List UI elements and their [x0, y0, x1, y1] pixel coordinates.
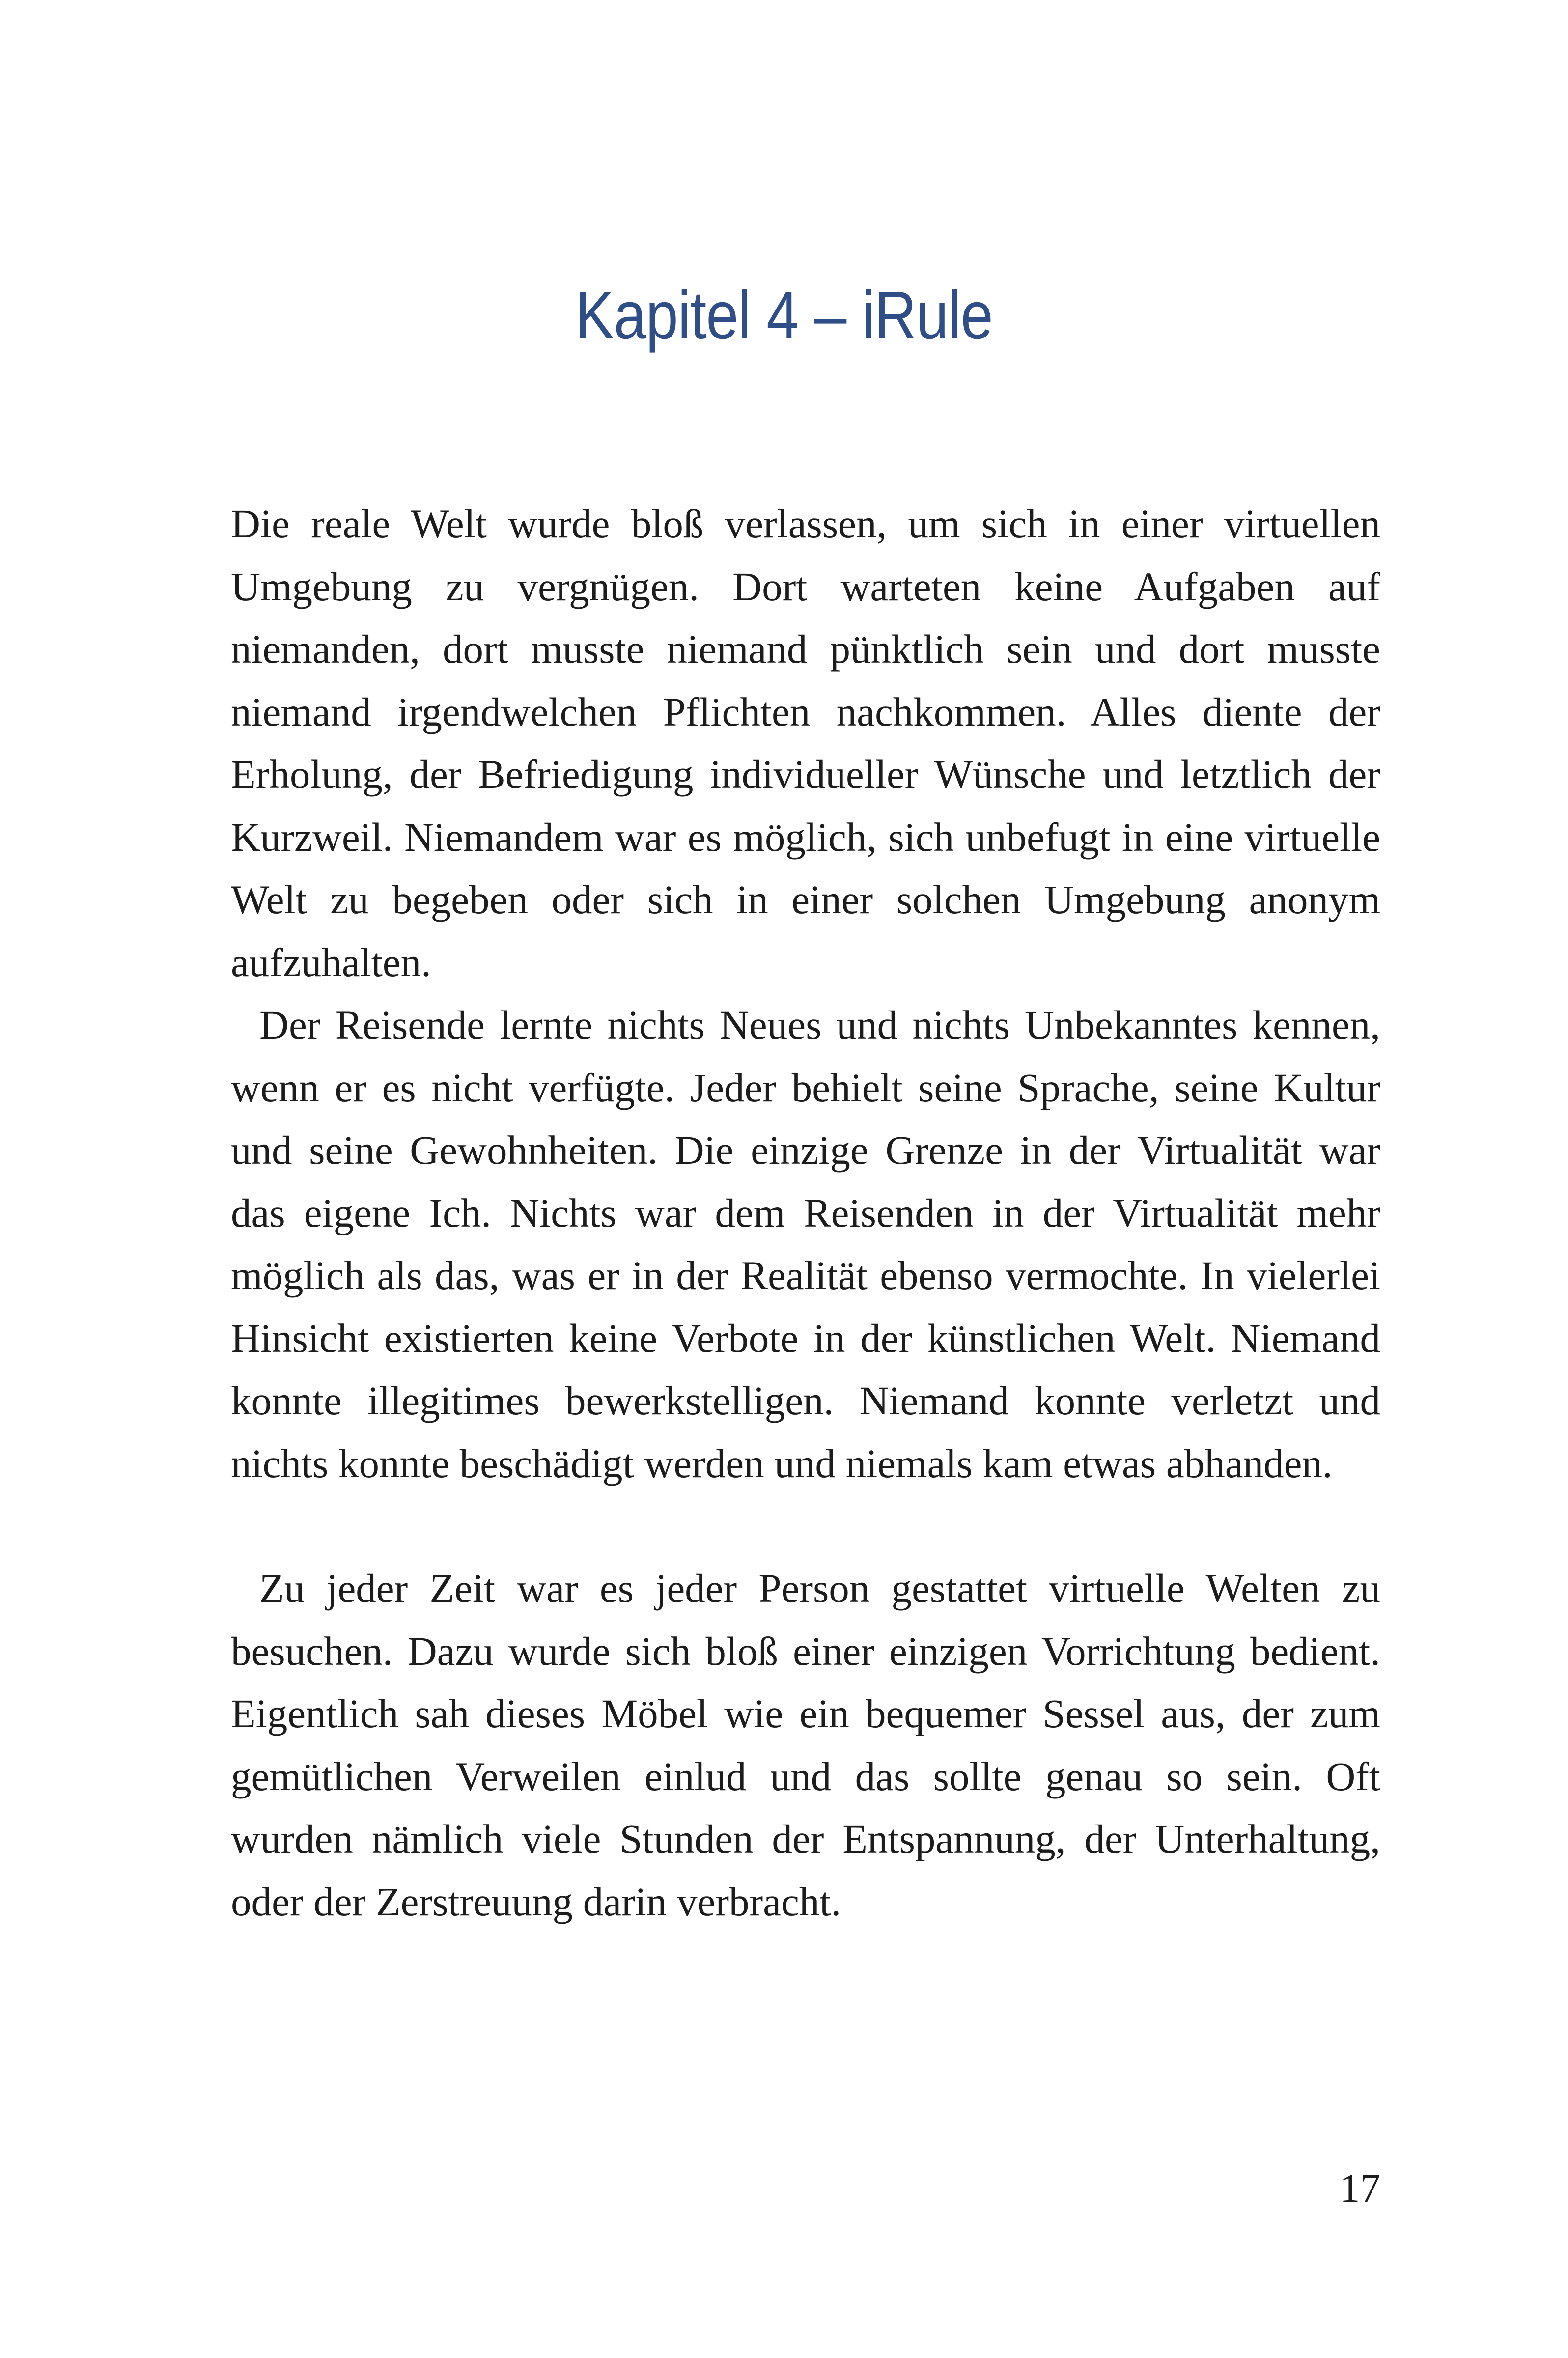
chapter-title: Kapitel 4 – iRule — [575, 278, 993, 353]
paragraph-2: Der Reisende lernte nichts Neues und nichts Unbekanntes kennen, wenn er es nicht verfügte. Jeder behielt seine Sprache, seine Kultur und seine Gewohnheiten. Die einzige Grenze in der Virtualität war das eigene Ich. Nichts war dem Reisenden in der Virtualität mehr möglich als das, was er in der Realität ebenso vermochte. In vielerlei Hinsicht existierten keine Verbote in der künstlichen Welt. Niemand konnte illegitimes bewerkstelligen. Niemand konnte verletzt und nichts konnte beschädigt werden und niemals kam etwas abhanden. — [231, 1002, 1380, 1486]
body-text — [231, 493, 1380, 1933]
paragraph-1: Die reale Welt wurde bloß verlassen, um sich in einer virtuellen Umgebung zu vergnügen. Dort warteten keine Aufgaben auf niemanden, dort musste niemand pünktlich sein und dort musste niemand irgendwelchen Pflichten nachkommen. Alles diente der Erholung, der Befriedigung individueller Wünsche und letztlich der Kurzweil. Niemandem war es möglich, sich unbefugt in eine virtuelle Welt zu begeben oder sich in einer solchen Umgebung anonym aufzuhalten. — [231, 501, 1380, 985]
paragraph-3: Zu jeder Zeit war es jeder Person gestattet virtuelle Welten zu besuchen. Dazu wurde sich bloß einer einzigen Vorrichtung bedient. Eigentlich sah dieses Möbel wie ein bequemer Sessel aus, der zum gemütlichen Verweilen einlud und das sollte genau so sein. Oft wurden nämlich viele Stunden der Entspannung, der Unterhaltung, oder der Zerstreuung darin verbracht. — [231, 1566, 1380, 1924]
page-number: 17 — [1340, 2165, 1380, 2211]
